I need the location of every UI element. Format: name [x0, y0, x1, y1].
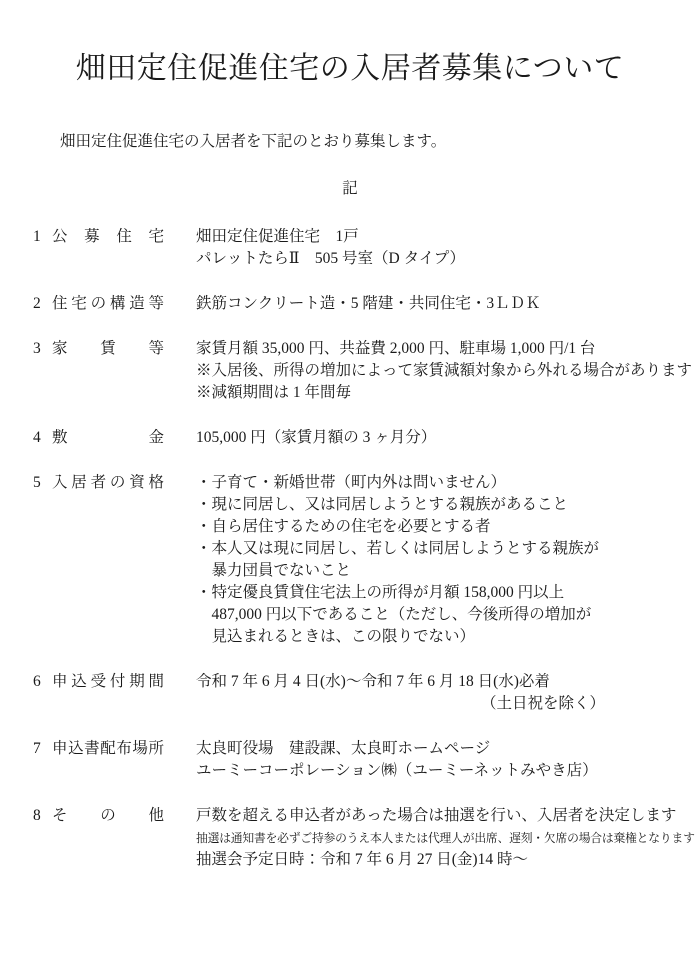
section-number: 3 [33, 340, 41, 357]
content-line: 487,000 円以下であること（ただし、今後所得の増加が [196, 606, 592, 623]
section-label: 公募住宅 [52, 228, 164, 245]
content-line: ・子育て・新婚世帯（町内外は問いません） [196, 474, 507, 491]
page-title: 畑田定住促進住宅の入居者募集について [75, 52, 625, 85]
content-line: （土日祝を除く） [480, 695, 605, 712]
section-row [0, 226, 700, 270]
section-label: 敷金 [52, 429, 164, 446]
content-line: 鉄筋コンクリート造・5 階建・共同住宅・3ＬＤＫ [196, 295, 541, 312]
content-line: 暴力団員でないこと [196, 562, 352, 579]
section-number: 5 [33, 474, 41, 491]
section-row [0, 427, 700, 449]
section-label: 申込受付期間 [52, 673, 164, 690]
content-line: ・自ら居住するための住宅を必要とする者 [196, 518, 491, 535]
intro-paragraph: 畑田定住促進住宅の入居者を下記のとおり募集します。 [60, 133, 447, 150]
content-line: 抽選は通知書を必ずご持参のうえ本人または代理人が出席、遅刻・欠席の場合は棄権となります [196, 831, 695, 845]
content-line: ※減額期間は 1 年間毎 [196, 384, 352, 401]
section-content [196, 738, 700, 782]
content-line: 見込まれるときは、この限りでない） [196, 628, 476, 645]
content-line: 家賃月額 35,000 円、共益費 2,000 円、駐車場 1,000 円/1 台 [196, 340, 596, 357]
content-line: パレットたらⅡ 505 号室（D タイプ） [196, 250, 465, 267]
section-row [0, 338, 700, 404]
section-row [0, 293, 700, 315]
section-content [196, 427, 700, 449]
content-line: ・本人又は現に同居し、若しくは同居しようとする親族が [196, 540, 600, 557]
section-row [0, 738, 700, 782]
section-label: その他 [52, 807, 164, 824]
section-content [196, 472, 700, 648]
section-number: 2 [33, 295, 41, 312]
section-row [0, 671, 700, 715]
content-line: ユーミーコーポレーション㈱（ユーミーネットみやき店） [196, 762, 598, 779]
section-label: 申込書配布場所 [52, 740, 164, 757]
section-number: 1 [33, 228, 41, 245]
content-line: 太良町役場 建設課、太良町ホームページ [196, 740, 491, 757]
content-line: ・特定優良賃貸住宅法上の所得が月額 158,000 円以上 [196, 584, 565, 601]
content-line: ・現に同居し、又は同居しようとする親族があること [196, 496, 569, 513]
section-content [196, 805, 700, 871]
record-mark: 記 [342, 180, 358, 197]
section-content [196, 671, 700, 715]
section-content [196, 338, 700, 404]
section-number: 6 [33, 673, 41, 690]
content-line: 畑田定住促進住宅 1戸 [196, 228, 359, 245]
section-label: 家賃等 [52, 340, 164, 357]
content-line: ※入居後、所得の増加によって家賃減額対象から外れる場合があります [196, 362, 693, 379]
section-label: 住宅の構造等 [52, 295, 164, 312]
section-row [0, 472, 700, 648]
sections-list [0, 226, 700, 871]
content-line: 105,000 円（家賃月額の 3 ヶ月分） [196, 429, 437, 446]
section-content [196, 226, 700, 270]
section-content [196, 293, 700, 315]
content-line: 令和 7 年 6 月 4 日(水)～令和 7 年 6 月 18 日(水)必着 [196, 673, 550, 690]
content-line: 戸数を超える申込者があった場合は抽選を行い、入居者を決定します [196, 807, 677, 824]
section-number: 7 [33, 740, 41, 757]
section-number: 8 [33, 807, 41, 824]
section-label: 入居者の資格 [52, 474, 164, 491]
section-row [0, 805, 700, 871]
content-line: 抽選会予定日時：令和 7 年 6 月 27 日(金)14 時～ [196, 851, 528, 868]
document-page [0, 50, 700, 970]
section-number: 4 [33, 429, 41, 446]
